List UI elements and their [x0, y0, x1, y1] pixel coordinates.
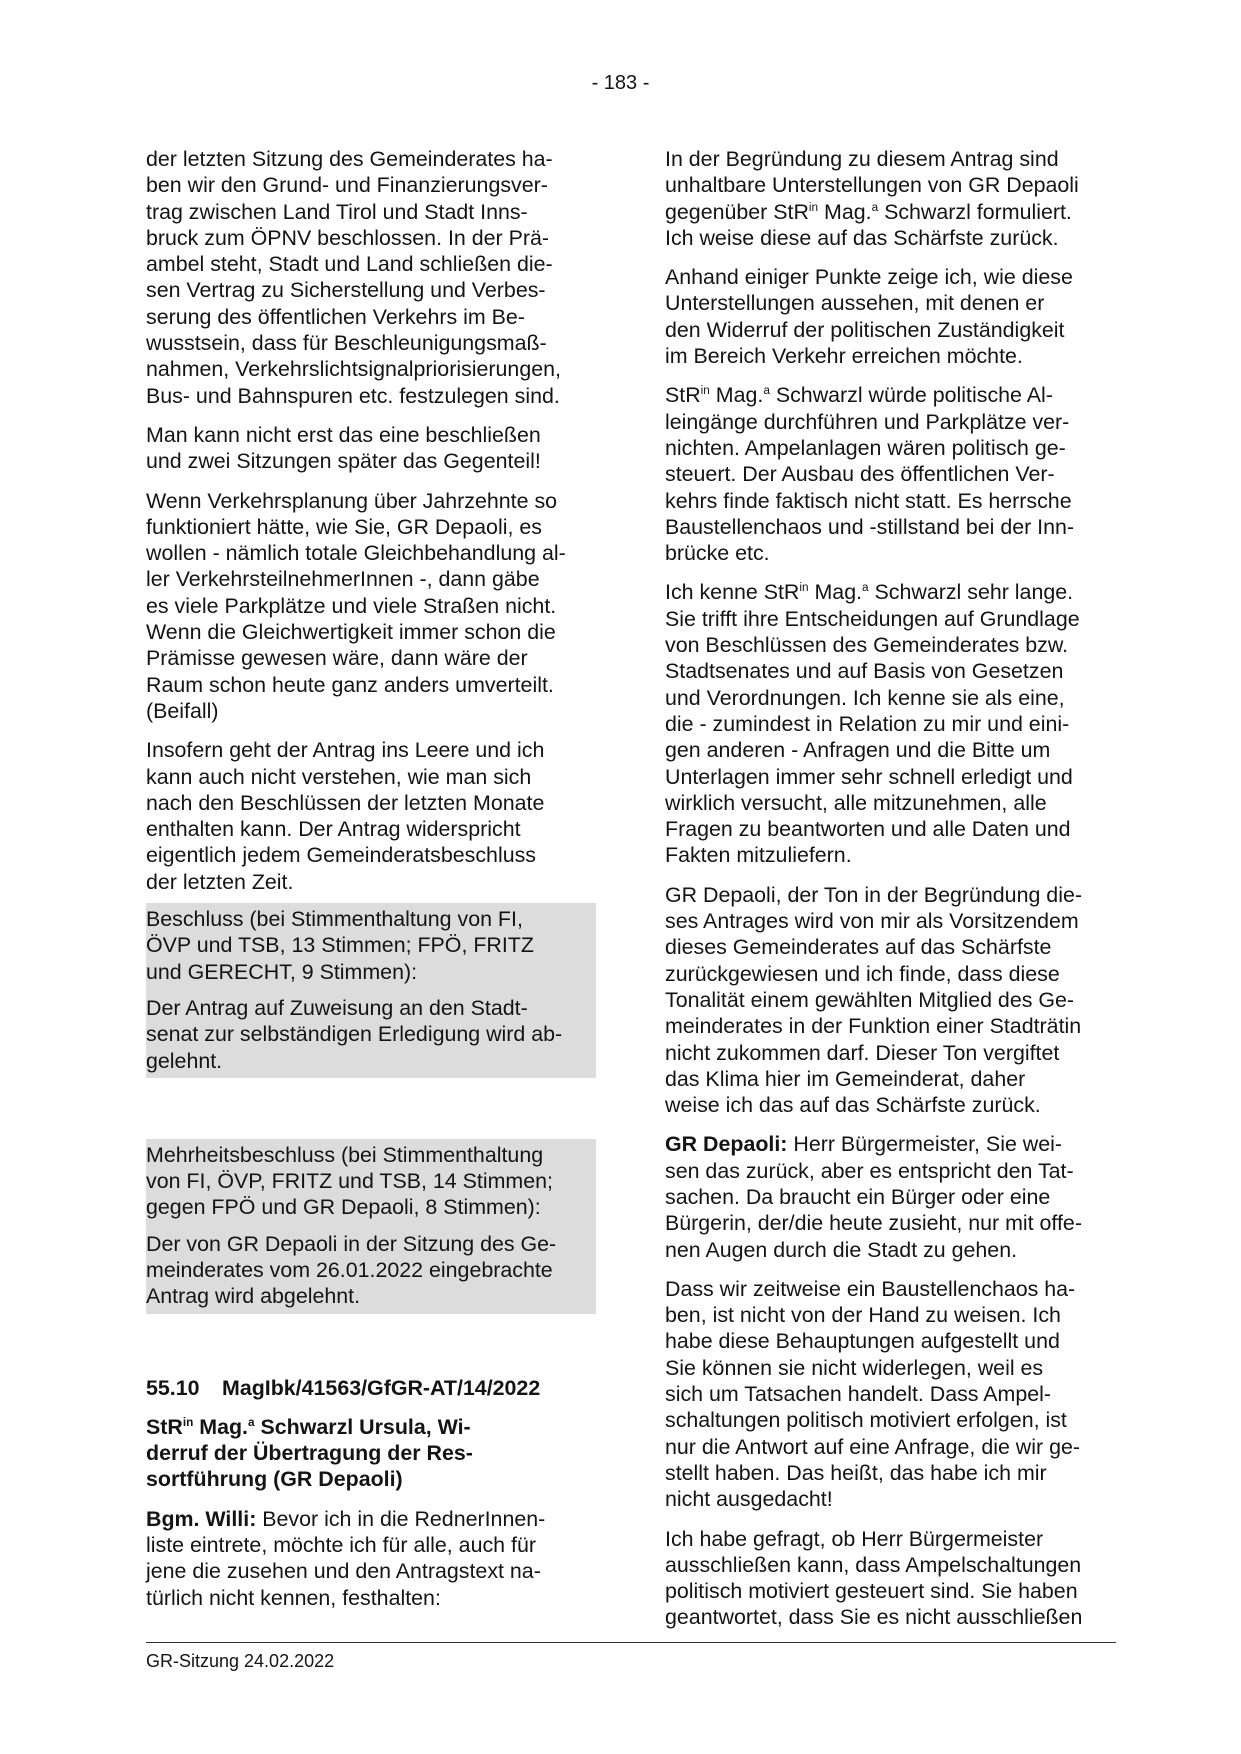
spacer	[146, 1091, 596, 1139]
resolution-box-1	[146, 903, 596, 1078]
paragraph-oepnv-contract: der letzten Sitzung des Gemeinderates ha- ben wir den Grund- und Finanzierungsver- trag zwischen Land Tirol und Stadt Inns- bruck zum ÖPNV beschlossen. In der Prä- ambel steht, Stadt und Land schließen die- sen Vertrag zu Sicherstellung und Verbes- serung des öffentlichen Verkehrs im Be- wusstsein, dass für Beschleunigungsmaß- nahmen, Verkehrslichtsignalpriorisierungen, Bus- und Bahnspuren etc. festzulegen sind.	[146, 147, 561, 408]
resolution-2-text: Der von GR Depaoli in der Sitzung des Ge- meinderates vom 26.01.2022 eingebrachte Antrag wird abgelehnt.	[146, 1231, 557, 1309]
agenda-item-title: StR$^{in}$ Mag.$^a$ Schwarzl Ursula, Wi- derruf der Übertragung der Res- sortführung (GR Depaoli)	[146, 1414, 473, 1492]
speaker-name: GR Depaoli:	[665, 1132, 788, 1157]
spacer	[146, 1327, 596, 1375]
left-column	[146, 146, 596, 1624]
resolution-1-vote: Beschluss (bei Stimmenthaltung von FI, ÖVP und TSB, 13 Stimmen; FPÖ, FRITZ und GERECHT, 9 Stimmen):	[146, 907, 534, 984]
page-number: - 183 -	[591, 72, 650, 94]
resolution-2-vote: Mehrheitsbeschluss (bei Stimmenthaltung von FI, ÖVP, FRITZ und TSB, 14 Stimmen; gegen FPÖ und GR Depaoli, 8 Stimmen):	[146, 1142, 553, 1220]
resolution-1-text: Der Antrag auf Zuweisung an den Stadt- senat zur selbständigen Erledigung wird ab- gelehnt.	[146, 995, 563, 1073]
speech-mayor: Bgm. Willi: Bevor ich in die RednerInnen- liste eintrete, möchte ich für alle, auch für jene die zusehen und den Antragstext na- türlich nicht kennen, festhalten:	[146, 1506, 546, 1610]
right-column	[665, 146, 1115, 1644]
paragraph-character: Ich kenne StR$^{in}$ Mag.$^a$ Schwarzl sehr lange. Sie trifft ihre Entscheidungen auf Grundlage von Beschlüssen des Gemeinderates bzw. Stadtsenates und auf Basis von Gesetzen und Verordnungen. Ich kenne sie als eine, die - zumindest in Relation zu mir und eini- gen anderen - Anfragen und die Bitte um Unterlagen immer sehr schnell erledigt und wirklich versucht, alle mitzunehmen, alle Fragen zu beantworten und alle Daten und Fakten mitzuliefern.	[665, 580, 1080, 868]
speech-depaoli: GR Depaoli: Herr Bürgermeister, Sie wei- sen das zurück, aber es entspricht den Tat- sachen. Da braucht ein Bürger oder eine Bürgerin, der/die heute zusieht, nur mit offe- nen Augen durch die Stadt zu gehen.	[665, 1132, 1082, 1262]
paragraph-motion-void: Insofern geht der Antrag ins Leere und ich kann auch nicht verstehen, wie man sich nach den Beschlüssen der letzten Monate enthalten kann. Der Antrag widerspricht eigentlich jedem Gemeinderatsbeschluss der letzten Zeit.	[146, 738, 545, 894]
paragraph-claims: StR$^{in}$ Mag.$^a$ Schwarzl würde politische Al- leingänge durchführen und Parkplätze ver- nichten. Ampelanlagen wären politisch ge- steuert. Der Ausbau des öffentlichen Ver- kehrs finde faktisch nicht statt. Es herrsche Baustellenchaos und -stillstand bei der Inn- brücke etc.	[665, 383, 1075, 566]
paragraph-traffic-lights: Ich habe gefragt, ob Herr Bürgermeister ausschließen kann, dass Ampelschaltungen politisch motiviert gesteuert sind. Sie haben geantwortet, dass Sie es nicht ausschließen	[665, 1526, 1083, 1630]
paragraph-tone: GR Depaoli, der Ton in der Begründung die- ses Antrages wird von mir als Vorsitzendem dieses Gemeinderates auf das Schärfste zurückgewiesen und ich finde, dass diese Tonalität einem gewählten Mitglied des Ge- meinderates in der Funktion einer Stadträtin nicht zukommen darf. Dieser Ton vergiftet das Klima hier im Gemeinderat, daher weise ich das auf das Schärfste zurück.	[665, 882, 1082, 1118]
paragraph-contradiction: Man kann nicht erst das eine beschließen und zwei Sitzungen später das Gegenteil!	[146, 422, 541, 474]
agenda-item-reference: MagIbk/41563/GfGR-AT/14/2022	[222, 1375, 541, 1400]
agenda-item-number: 55.10	[146, 1375, 200, 1400]
footer-divider	[146, 1642, 1116, 1643]
resolution-box-2	[146, 1139, 596, 1314]
paragraph-points: Anhand einiger Punkte zeige ich, wie diese Unterstellungen aussehen, mit denen er den Widerruf der politischen Zuständigkeit im Bereich Verkehr erreichen möchte.	[665, 265, 1073, 369]
paragraph-construction-chaos: Dass wir zeitweise ein Baustellenchaos ha- ben, ist nicht von der Hand zu weisen. Ich habe diese Behauptungen aufgestellt und Sie können sie nicht widerlegen, weil es sich um Tatsachen handelt. Dass Ampel- schaltungen politisch motiviert erfolgen, ist nur die Antwort auf eine Anfrage, die wir ge- stellt haben. Das heißt, das habe ich mir nicht ausgedacht!	[665, 1276, 1080, 1512]
paragraph-allegations: In der Begründung zu diesem Antrag sind unhaltbare Unterstellungen von GR Depaoli gegenüber StR$^{in}$ Mag.$^a$ Schwarzl formuliert. Ich weise diese auf das Schärfste zurück.	[665, 147, 1079, 250]
paragraph-traffic-planning: Wenn Verkehrsplanung über Jahrzehnte so funktioniert hätte, wie Sie, GR Depaoli, es wollen - nämlich totale Gleichbehandlung al- ler VerkehrsteilnehmerInnen -, dann gäbe es viele Parkplätze und viele Straßen nicht. Wenn die Gleichwertigkeit immer schon die Prämisse gewesen wäre, dann wäre der Raum schon heute ganz anders umverteilt. (Beifall)	[146, 488, 566, 723]
footer-session-date: GR-Sitzung 24.02.2022	[146, 1651, 335, 1671]
speaker-name: Bgm. Willi:	[146, 1506, 257, 1531]
agenda-item-heading	[146, 1375, 596, 1401]
